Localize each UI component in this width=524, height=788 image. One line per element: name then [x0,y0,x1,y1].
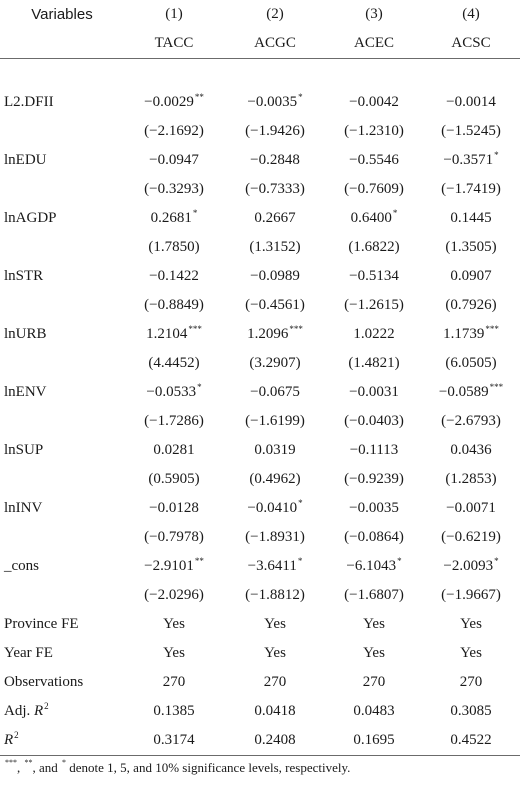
note-marker: * [62,758,67,767]
spacer-cell [124,59,224,89]
summary-value: 0.3174 [124,726,224,756]
variable-label: lnAGDP [4,210,57,226]
summary-value: 0.4522 [422,726,520,756]
variable-label: lnINV [4,500,43,516]
coefficient-value: 1.1739 [443,326,485,342]
dependent-variable: TACC [124,29,224,59]
coefficient-cell [224,436,326,465]
summary-row [0,697,520,726]
coefficient-value: −2.0093 [443,558,494,574]
summary-value: Yes [363,616,385,632]
dependent-variable: ACEC [326,29,422,59]
summary-value: 270 [162,674,186,690]
summary-value: 0.0483 [353,703,395,719]
t-statistic: (0.7926) [445,297,497,313]
coefficient-cell [422,552,520,581]
t-statistic: (1.2853) [445,471,497,487]
coefficient-value: −0.5546 [349,152,399,168]
t-statistic: (−0.4561) [245,297,305,313]
summary-row [0,610,520,639]
spacer-cell [224,59,326,89]
significance-marker: * [494,556,499,566]
coefficient-cell [124,320,224,349]
significance-marker: *** [485,324,499,334]
summary-row [0,726,520,756]
coefficient-cell [422,262,520,291]
t-statistic: (−1.8931) [245,529,305,545]
t-statistic-row [0,465,520,494]
coefficient-value: 1.0222 [353,326,395,342]
superscript-two: 2 [14,730,19,740]
coefficient-value: 0.0436 [450,442,492,458]
significance-marker: * [392,208,398,218]
t-statistic: (−1.9667) [441,587,501,603]
t-statistic: (−2.6793) [441,413,501,429]
t-statistic: (0.4962) [249,471,301,487]
t-statistic: (−0.7333) [245,181,305,197]
summary-value: Yes [460,616,482,632]
coefficient-value: −0.1422 [149,268,199,284]
coefficient-value: −0.0031 [349,384,399,400]
summary-value: Yes [264,645,286,661]
coefficient-cell [326,88,422,117]
t-statistic: (−0.3293) [144,181,204,197]
empty-label-cell [0,465,124,494]
t-statistic: (−1.5245) [441,123,501,139]
summary-value: 0.3085 [450,703,492,719]
t-statistic-row [0,523,520,552]
table-body [0,59,520,756]
coefficient-row [0,262,520,291]
t-statistic: (−0.7978) [144,529,204,545]
coefficient-value: −0.3571 [443,152,494,168]
t-statistic: (0.5905) [148,471,200,487]
summary-value: 0.0418 [254,703,296,719]
t-statistic: (6.0505) [445,355,497,371]
empty-label-cell [0,349,124,378]
summary-value: 0.2408 [224,726,326,756]
coefficient-cell [326,552,422,581]
coefficient-value: 0.0281 [153,442,195,458]
coefficient-cell [224,378,326,407]
variables-header: Variables [31,6,93,23]
coefficient-cell [124,494,224,523]
coefficient-cell [326,146,422,175]
significance-marker: * [298,92,303,102]
summary-label [0,697,124,726]
t-statistic-row [0,233,520,262]
coefficient-row [0,494,520,523]
t-statistic: (1.4821) [348,355,400,371]
summary-value: 0.1385 [153,703,195,719]
coefficient-value: −6.1043 [346,558,397,574]
coefficient-value: −0.0589 [438,384,489,400]
dependent-variable: ACSC [422,29,520,59]
coefficient-row [0,378,520,407]
summary-value: 0.1695 [326,726,422,756]
coefficient-cell [422,204,520,233]
coefficient-row [0,146,520,175]
significance-marker: *** [188,324,202,334]
coefficient-value: 0.2667 [254,210,296,226]
empty-header-cell [0,29,124,59]
t-statistic: (−0.0864) [344,529,404,545]
significance-note [4,760,520,776]
t-statistic: (−0.8849) [144,297,204,313]
t-statistic: (−1.6807) [344,587,404,603]
summary-value: Yes [163,645,185,661]
coefficient-value: −0.0071 [446,500,496,516]
label-prefix: Adj. [4,703,34,719]
summary-row [0,639,520,668]
t-statistic: (−1.6199) [245,413,305,429]
significance-marker: * [298,498,303,508]
t-statistic: (−0.0403) [344,413,404,429]
coefficient-value: 0.0907 [450,268,492,284]
variable-label: lnSUP [4,442,44,458]
coefficient-value: −0.0533 [146,384,197,400]
t-statistic: (−0.9239) [344,471,404,487]
t-statistic: (−1.7286) [144,413,204,429]
note-marker: *** [5,758,17,767]
coefficient-value: −0.0128 [149,500,199,516]
column-number: (1) [165,6,183,22]
coefficient-value: −0.2848 [250,152,300,168]
summary-label: Year FE [4,645,53,661]
coefficient-cell [422,320,520,349]
coefficient-value: 0.2681 [150,210,192,226]
coefficient-cell [124,262,224,291]
coefficient-value: 1.2096 [247,326,289,342]
empty-label-cell [0,407,124,436]
empty-label-cell [0,291,124,320]
coefficient-cell [422,436,520,465]
column-number: (3) [365,6,383,22]
empty-label-cell [0,233,124,262]
coefficient-cell [124,146,224,175]
coefficient-value: −0.0035 [349,500,399,516]
empty-label-cell [0,117,124,146]
coefficient-cell [326,320,422,349]
empty-label-cell [0,523,124,552]
coefficient-cell [224,494,326,523]
column-number: (2) [266,6,284,22]
dependent-variable: ACGC [224,29,326,59]
coefficient-cell [124,436,224,465]
note-text: , [17,760,24,775]
coefficient-row [0,88,520,117]
summary-value: 270 [459,674,483,690]
t-statistic-row [0,117,520,146]
summary-label: Observations [4,674,84,690]
variable-label: L2.DFII [4,94,54,110]
t-statistic: (−0.6219) [441,529,501,545]
coefficient-cell [326,436,422,465]
column-number-row [0,0,520,29]
empty-label-cell [0,175,124,204]
note-marker: ** [24,758,33,767]
t-statistic: (−1.9426) [245,123,305,139]
t-statistic: (1.3505) [445,239,497,255]
significance-marker: ** [194,92,204,102]
t-statistic: (−1.8812) [245,587,305,603]
coefficient-cell [326,262,422,291]
t-statistic-row [0,407,520,436]
coefficient-cell [124,552,224,581]
coefficient-value: −0.0029 [144,94,194,110]
coefficient-row [0,436,520,465]
t-statistic-row [0,349,520,378]
coefficient-value: −0.0042 [349,94,399,110]
coefficient-cell [326,494,422,523]
coefficient-cell [422,494,520,523]
summary-value: Yes [363,645,385,661]
spacer-row [0,59,520,89]
t-statistic-row [0,581,520,610]
coefficient-value: −0.0947 [149,152,199,168]
r-squared-symbol: R [34,703,44,719]
summary-label: Province FE [4,616,79,632]
coefficient-value: −0.0410 [247,500,298,516]
superscript-two: 2 [44,701,49,711]
significance-marker: * [192,208,198,218]
spacer-cell [0,59,124,89]
r-squared-symbol: R [4,732,14,748]
t-statistic: (4.4452) [148,355,200,371]
coefficient-cell [224,146,326,175]
coefficient-cell [224,320,326,349]
t-statistic-row [0,291,520,320]
coefficient-row [0,552,520,581]
significance-marker: *** [289,324,303,334]
summary-label [0,726,124,756]
coefficient-cell [422,378,520,407]
empty-label-cell [0,581,124,610]
coefficient-value: −0.0989 [250,268,300,284]
coefficient-cell [124,378,224,407]
spacer-cell [422,59,520,89]
significance-marker: * [297,556,303,566]
variable-label: lnEDU [4,152,47,168]
variable-label: lnSTR [4,268,44,284]
coefficient-value: −0.0035 [247,94,298,110]
note-text: , and [32,760,62,775]
t-statistic: (−1.2615) [344,297,404,313]
summary-value: 270 [362,674,386,690]
t-statistic: (−2.0296) [144,587,204,603]
coefficient-cell [326,204,422,233]
t-statistic: (−0.7609) [344,181,404,197]
summary-value: Yes [460,645,482,661]
coefficient-cell [224,552,326,581]
coefficient-value: −3.6411 [247,558,297,574]
coefficient-value: −0.1113 [349,442,399,458]
coefficient-cell [224,204,326,233]
note-text: denote 1, 5, and 10% significance levels, respectively. [66,760,351,775]
coefficient-cell [326,378,422,407]
summary-value: Yes [163,616,185,632]
coefficient-cell [224,88,326,117]
coefficient-value: 1.2104 [146,326,188,342]
t-statistic: (−2.1692) [144,123,204,139]
coefficient-value: −0.0675 [250,384,300,400]
significance-marker: * [397,556,402,566]
variable-label: _cons [4,558,39,574]
coefficient-cell [124,204,224,233]
variable-label: lnENV [4,384,47,400]
coefficient-cell [124,88,224,117]
summary-row [0,668,520,697]
significance-marker: * [494,150,499,160]
t-statistic: (1.6822) [348,239,400,255]
coefficient-value: −0.0014 [446,94,496,110]
coefficient-row [0,204,520,233]
t-statistic-row [0,175,520,204]
column-number: (4) [462,6,480,22]
coefficient-row [0,320,520,349]
spacer-cell [326,59,422,89]
t-statistic: (−1.7419) [441,181,501,197]
dependent-variable-row [0,29,520,59]
coefficient-cell [422,146,520,175]
coefficient-value: 0.6400 [350,210,392,226]
t-statistic: (1.7850) [148,239,200,255]
variable-label: lnURB [4,326,47,342]
summary-value: 270 [263,674,287,690]
coefficient-value: −2.9101 [144,558,194,574]
summary-value: Yes [264,616,286,632]
significance-marker: ** [194,556,204,566]
t-statistic: (3.2907) [249,355,301,371]
coefficient-cell [422,88,520,117]
coefficient-cell [224,262,326,291]
coefficient-value: 0.1445 [450,210,492,226]
t-statistic: (−1.2310) [344,123,404,139]
coefficient-value: −0.5134 [349,268,399,284]
significance-marker: * [197,382,202,392]
significance-marker: *** [489,382,504,392]
t-statistic: (1.3152) [249,239,301,255]
coefficient-value: 0.0319 [254,442,296,458]
